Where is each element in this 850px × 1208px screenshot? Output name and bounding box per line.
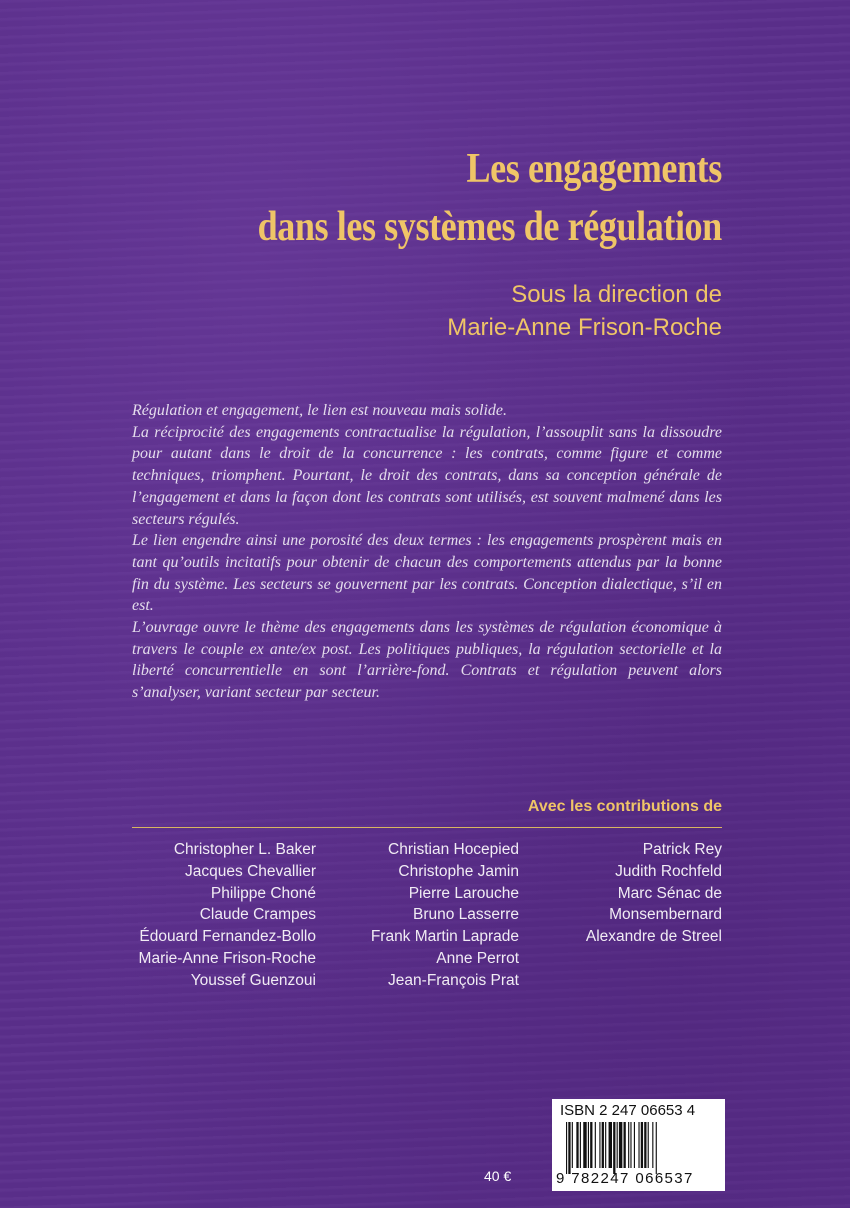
contributor-name: Jacques Chevallier	[185, 862, 316, 880]
contributor-name: Christopher L. Baker	[173, 841, 316, 858]
price-label: 40 €	[484, 1168, 512, 1184]
description-paragraph: Le lien engendre ainsi une porosité des deux termes : les engagements prospèrent mais en tant qu’outils incitatifs pour obtenir de chacun des comportements attendus par la bonne fin du système. Les secteurs se gouvernent par les contrats. Conception dialectique, s’il en est.	[132, 532, 722, 615]
contributor-name: Pierre Larouche	[408, 884, 519, 902]
description-paragraph: L’ouvrage ouvre le thème des engagements dans les systèmes de régulation économique à travers le couple ex ante/ex post. Les politiques publiques, la régulation sectorielle et la liberté concurrentielle en sont l’arrière-fond. Contrats et régulation peuvent alors s’analyser, variant secteur par secteur.	[132, 619, 722, 702]
editor-name: Marie-Anne Frison-Roche	[447, 314, 722, 341]
contributor-name: Jean-François Prat	[388, 971, 519, 989]
book-description	[132, 400, 722, 704]
barcode-digits: 9 782247 066537	[556, 1170, 694, 1187]
isbn-text: ISBN 2 247 06653 4	[560, 1102, 696, 1119]
contributions-heading: Avec les contributions de	[527, 798, 722, 815]
contributor-name: Monsembernard	[609, 906, 722, 924]
contributor-name: Alexandre de Streel	[585, 928, 722, 946]
contributor-name: Marie-Anne Frison-Roche	[138, 949, 316, 967]
title-line: dans les systèmes de régulation	[257, 204, 722, 250]
contributor-name: Patrick Rey	[642, 841, 722, 858]
book-title	[258, 140, 722, 256]
contributor-name: Claude Crampes	[199, 906, 316, 924]
contributor-name: Anne Perrot	[436, 949, 519, 967]
title-line: Les engagements	[466, 146, 722, 192]
editor-credit-label: Sous la direction de	[511, 281, 722, 308]
contributor-name: Édouard Fernandez-Bollo	[139, 928, 316, 946]
contributor-name: Marc Sénac de	[617, 884, 722, 902]
contributor-name: Bruno Lasserre	[413, 906, 519, 924]
contributors-column-2	[371, 839, 519, 992]
contributor-name: Philippe Choné	[210, 884, 316, 902]
contributors-column-3	[586, 839, 722, 948]
contributor-name: Judith Rochfeld	[615, 862, 722, 880]
contributors-column-1	[139, 839, 316, 992]
divider	[132, 827, 722, 828]
description-paragraph: La réciprocité des engagements contractualise la régulation, l’assouplit sans la dissoudre pour autant dans le droit de la concurrence : les contrats, comme figure et comme techniques, triomphent. Pourtant, le droit des contrats, dans sa conception générale de l’engagement et dans la façon dont les contrats sont utilisés, est souvent malmené dans les secteurs régulés.	[132, 423, 722, 528]
description-paragraph: Régulation et engagement, le lien est nouveau mais solide.	[132, 402, 508, 419]
contributor-name: Christophe Jamin	[398, 862, 519, 880]
barcode-icon	[566, 1122, 716, 1174]
contributor-name: Youssef Guenzoui	[190, 971, 316, 989]
contributor-name: Frank Martin Laprade	[370, 928, 519, 946]
isbn-barcode-box	[552, 1099, 725, 1191]
editor-credit	[447, 278, 722, 344]
contributor-name: Christian Hocepied	[388, 841, 519, 858]
